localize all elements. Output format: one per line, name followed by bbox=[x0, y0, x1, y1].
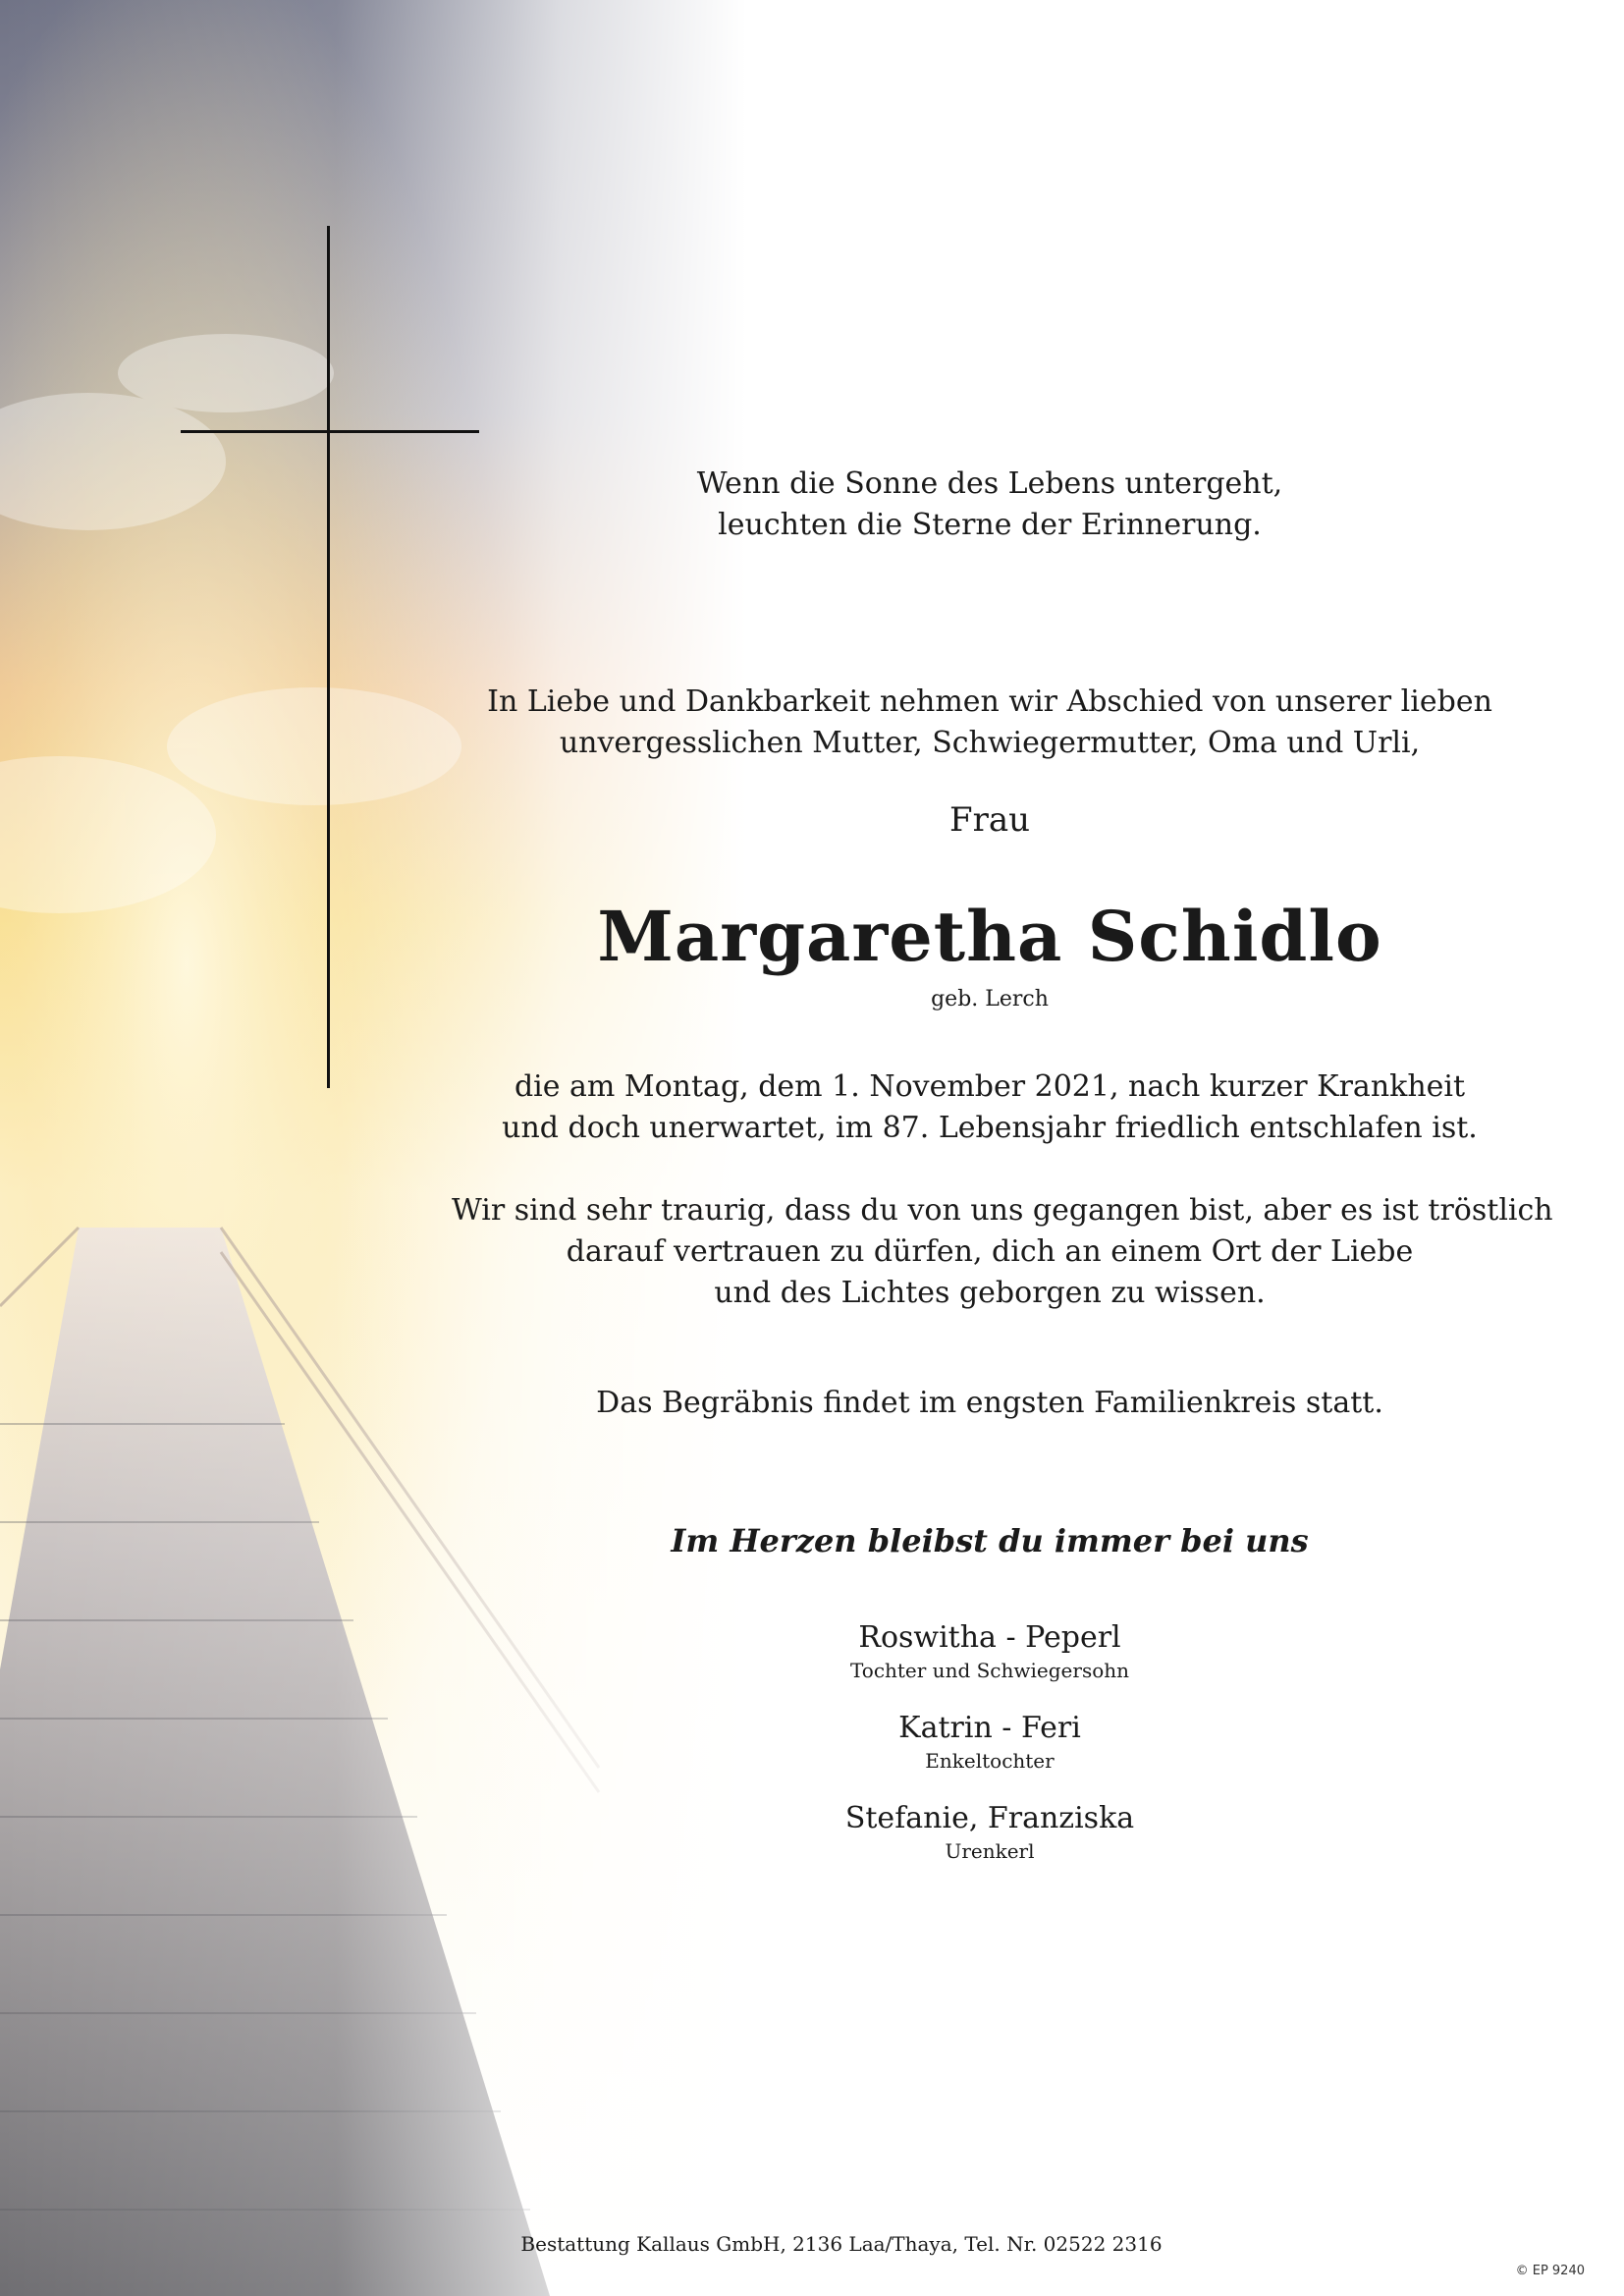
mourner-name: Katrin - Feri bbox=[898, 1711, 1081, 1745]
death-line: die am Montag, dem 1. November 2021, nach kurzer Krankheit bbox=[514, 1069, 1466, 1104]
deceased-name: Margaretha Schidlo bbox=[597, 896, 1382, 977]
closing-line: Im Herzen bleibst du immer bei uns bbox=[671, 1522, 1309, 1559]
farewell-line: darauf vertrauen zu dürfen, dich an einem Ort der Liebe bbox=[566, 1234, 1414, 1269]
funeral-info: Das Begräbnis findet im engsten Familienkreis statt. bbox=[596, 1386, 1383, 1420]
intro-line: unvergesslichen Mutter, Schwiegermutter, Oma und Urli, bbox=[559, 726, 1421, 760]
mourner-relation: Urenkerl bbox=[945, 1839, 1035, 1863]
farewell-line: Wir sind sehr traurig, dass du von uns gegangen bist, aber es ist tröstlich bbox=[452, 1193, 1553, 1228]
mourner-item bbox=[452, 1799, 1528, 1864]
motto-line: Wenn die Sonne des Lebens untergeht, bbox=[696, 466, 1283, 501]
mourner-relation: Enkeltochter bbox=[925, 1749, 1055, 1773]
motto-line: leuchten die Sterne der Erinnerung. bbox=[718, 508, 1262, 542]
mourner-item bbox=[452, 1618, 1528, 1683]
farewell-line: und des Lichtes geborgen zu wissen. bbox=[714, 1276, 1266, 1310]
maiden-name: geb. Lerch bbox=[931, 987, 1049, 1011]
mourner-name: Roswitha - Peperl bbox=[858, 1620, 1121, 1655]
mourner-relation: Tochter und Schwiegersohn bbox=[849, 1659, 1130, 1682]
motto bbox=[452, 464, 1528, 546]
intro bbox=[452, 682, 1528, 764]
intro-line: In Liebe und Dankbarkeit nehmen wir Abschied von unserer lieben bbox=[487, 684, 1492, 719]
print-code: © EP 9240 bbox=[1515, 2264, 1585, 2278]
death-details bbox=[452, 1066, 1528, 1149]
mourners-list bbox=[452, 1618, 1528, 1889]
mourner-item bbox=[452, 1709, 1528, 1774]
undertaker-info: Bestattung Kallaus GmbH, 2136 Laa/Thaya, Tel. Nr. 02522 2316 bbox=[520, 2232, 1163, 2256]
cross-horizontal-bar bbox=[181, 430, 479, 433]
honorific: Frau bbox=[948, 800, 1030, 840]
farewell-text bbox=[452, 1190, 1553, 1314]
mourner-name: Stefanie, Franziska bbox=[844, 1801, 1135, 1835]
footer bbox=[0, 2232, 1624, 2256]
death-line: und doch unerwartet, im 87. Lebensjahr friedlich entschlafen ist. bbox=[502, 1111, 1478, 1145]
cross-vertical-bar bbox=[327, 226, 330, 1088]
